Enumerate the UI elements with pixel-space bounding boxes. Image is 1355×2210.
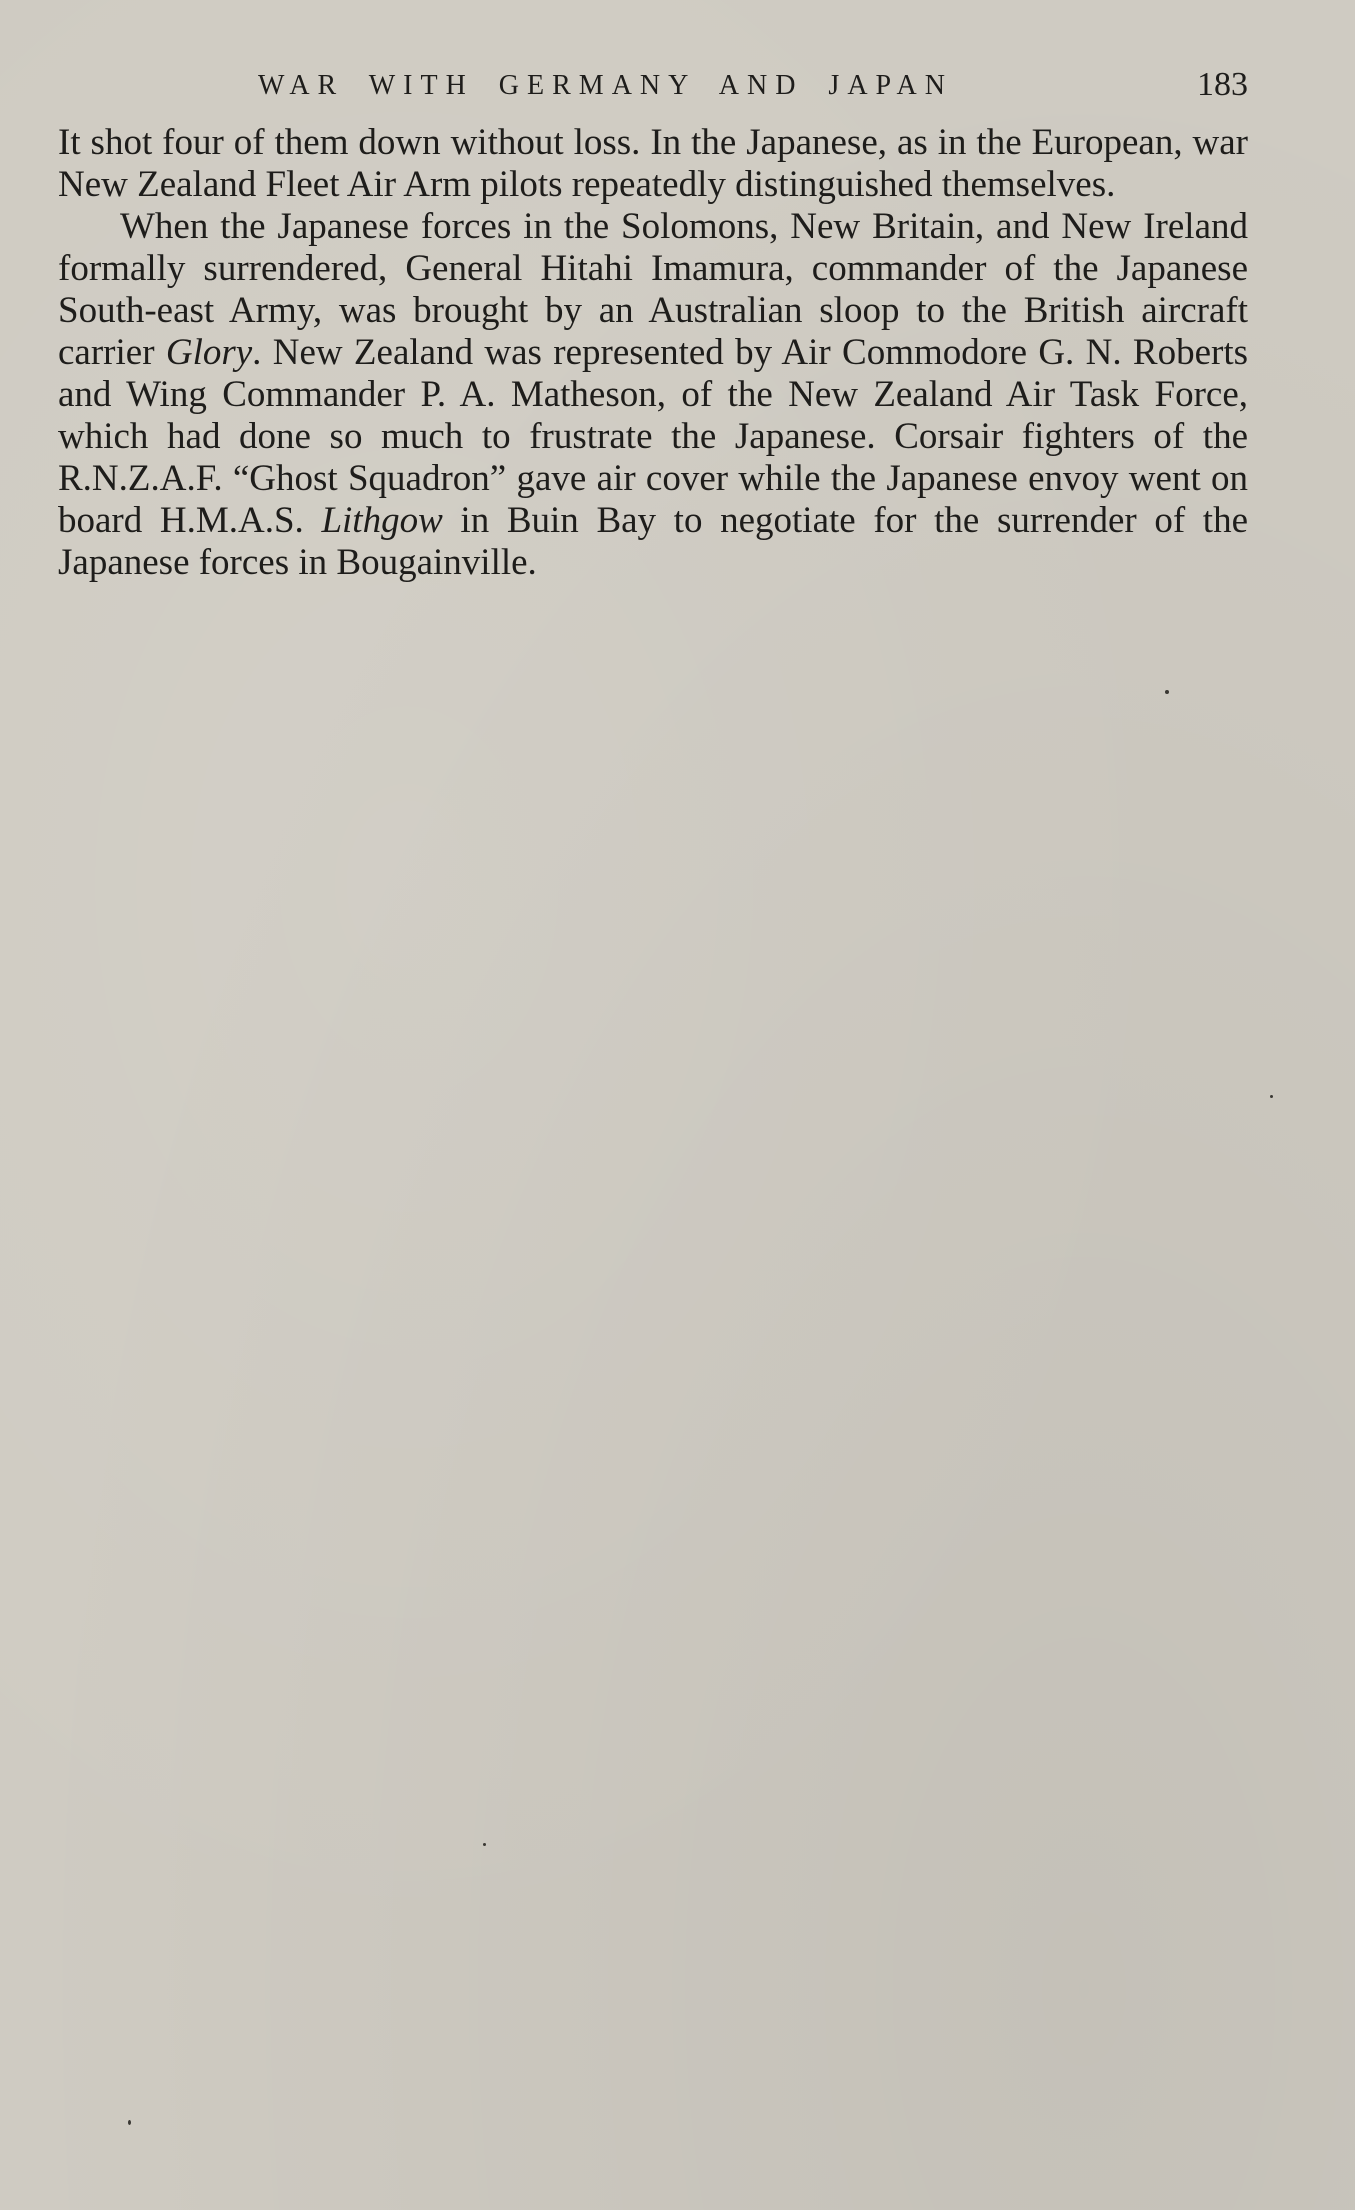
body-text xyxy=(58,122,1248,584)
running-title: WAR WITH GERMANY AND JAPAN xyxy=(258,70,953,101)
paper-speck xyxy=(1270,1095,1273,1098)
ship-name-lithgow: Lithgow xyxy=(321,500,443,541)
ship-name-glory: Glory xyxy=(165,332,253,373)
paragraph-1-text: It shot four of them down without loss. In the Japanese, as in the European, war New Zealand Fleet Air Arm pilots repeatedly distinguished themselves. xyxy=(58,122,1248,205)
paragraph-2 xyxy=(58,206,1248,584)
running-head xyxy=(58,66,1248,110)
page-number: 183 xyxy=(1197,66,1248,103)
paragraph-2-text-part-2: . New Zealand was represented by Air Commodore G. N. Roberts and Wing Commander P. A. Matheson, of the New Zealand Air Task Force, which had done so much to frustrate the Japanese. Corsair fighters of the R.N.Z.A.F. “Ghost Squadron” gave air cover while the Japanese envoy went on board H.M.A.S. xyxy=(58,332,1248,541)
paragraph-2-text-part-1: When the Japanese forces in the Solomons, New Britain, and New Ireland formally surrendered, General Hitahi Imamura, commander of the Japanese South-east Army, was brought by an Australian sloop to the British aircraft carrier xyxy=(58,206,1248,373)
paper-speck xyxy=(128,2120,131,2125)
paper-speck xyxy=(1165,690,1169,694)
paragraph-2-text-part-3: in Buin Bay to negotiate for the surrender of the Japanese forces in Bougainville. xyxy=(58,500,1248,583)
paper-speck xyxy=(483,1843,486,1846)
paragraph-1 xyxy=(58,122,1248,206)
